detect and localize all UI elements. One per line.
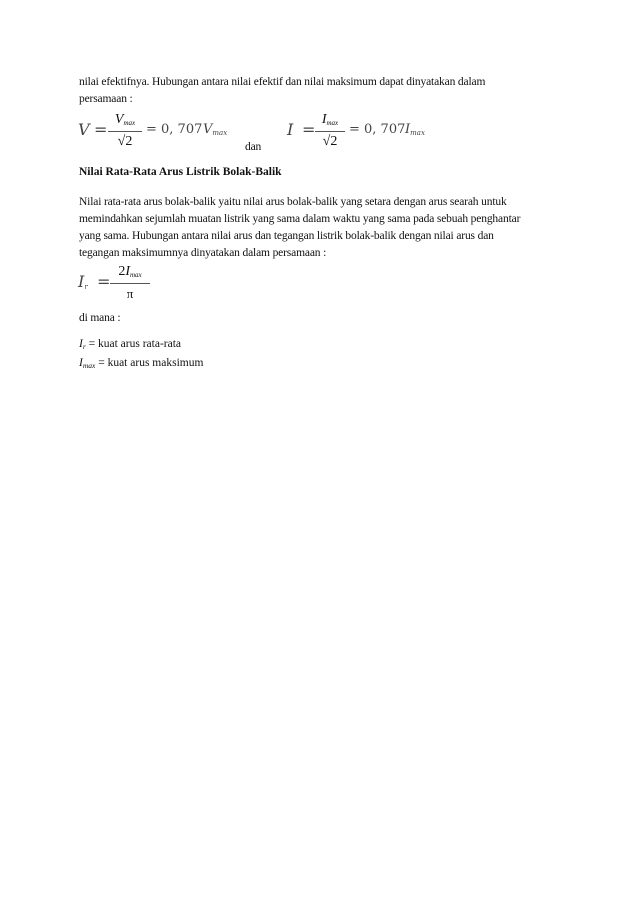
ir-fraction-bar: [110, 283, 150, 284]
definition-item: Imax = kuat arus maksimum: [79, 357, 204, 370]
section-heading: Nilai Rata-Rata Arus Listrik Bolak-Balik: [79, 166, 282, 178]
ir-fraction: [110, 264, 150, 306]
ir-equals: =: [97, 272, 111, 291]
i-denominator: √2: [322, 134, 338, 149]
i-fraction: [315, 112, 345, 156]
i-fraction-bar: [315, 131, 345, 132]
i-equals: =: [302, 120, 316, 139]
i-lhs: I: [287, 120, 294, 139]
definition-item: Ir = kuat arus rata-rata: [79, 338, 182, 351]
where-label: di mana :: [79, 312, 121, 324]
v-fraction: [108, 112, 142, 156]
i-rhs-coefficient: = 0, 707: [349, 122, 406, 137]
i-rhs-variable: Imax: [405, 122, 425, 137]
v-denominator: √2: [117, 134, 133, 149]
definition-list: [79, 336, 203, 374]
body-line-4: tegangan maksimumnya dinyatakan dalam persamaan :: [79, 247, 327, 259]
v-numerator: Vmax: [114, 112, 136, 127]
v-rhs-variable: Vmax: [203, 122, 228, 137]
body-line-3: yang sama. Hubungan antara nilai arus dan tegangan listrik bolak-balik dengan nilai arus dan: [79, 230, 494, 242]
v-fraction-bar: [108, 131, 142, 132]
ir-lhs: Ir: [78, 272, 88, 291]
intro-paragraph: [79, 74, 559, 108]
v-equals: =: [94, 120, 108, 139]
connector-dan: dan: [245, 141, 262, 153]
ir-denominator: π: [126, 286, 134, 301]
v-rhs-coefficient: = 0, 707: [146, 122, 203, 137]
intro-line-2: persamaan :: [79, 93, 133, 105]
ir-numerator: 2Imax: [118, 264, 142, 279]
body-line-2: memindahkan sejumlah muatan listrik yang sama dalam waktu yang sama pada sebuah penghantar: [79, 213, 521, 225]
body-line-1: Nilai rata-rata arus bolak-balik yaitu nilai arus bolak-balik yang setara dengan arus searah untuk: [79, 196, 507, 208]
i-numerator: Imax: [321, 112, 339, 127]
body-paragraph: [79, 194, 563, 262]
intro-line-1: nilai efektifnya. Hubungan antara nilai efektif dan nilai maksimum dapat dinyatakan dalam: [79, 76, 486, 88]
v-lhs: V: [78, 120, 90, 139]
